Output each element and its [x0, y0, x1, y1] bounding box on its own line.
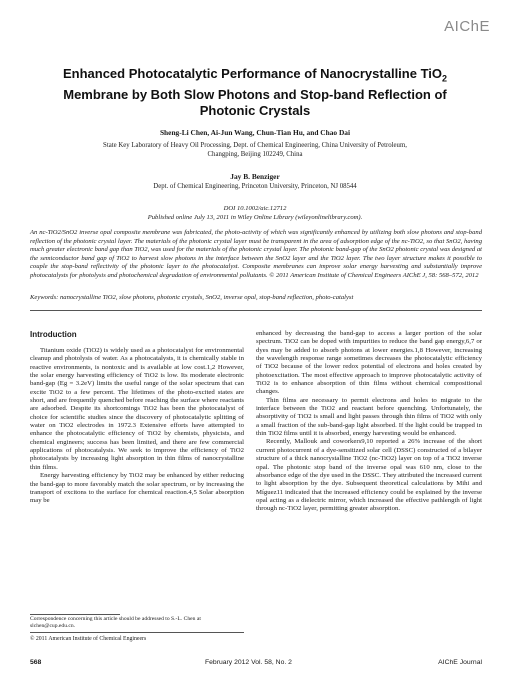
issue-info: February 2012 Vol. 58, No. 2	[205, 659, 292, 666]
title-line-2: Membrane by Both Slow Photons and Stop-band Reflection of	[63, 86, 447, 102]
doi[interactable]: DOI 10.1002/aic.12712	[223, 205, 287, 212]
paragraph: Energy harvesting efficiency by TiO2 may be enhanced by either reducing the band-gap to more favorably match the solar spectrum, or by increasing the transport of excitons to the surface for chemical reaction.4,5 Solar absorption may be	[30, 472, 244, 505]
paragraph: enhanced by decreasing the band-gap to access a larger portion of the solar spectrum. TiO2 can be doped with impurities to reduce the band gap energy,6,7 or dyes may be added to absorb photons at lower energies.1,8 However, increasing the wavelength response range sometimes decreases the photocatalytic efficiency of TiO2 because of the lower redox potential of electrons and holes created by photoexcitation. The most effective approach to improve photocatalytic activity of TiO2 is to enhance absorption of thin films without chemical compositional changes.	[256, 330, 482, 396]
title-line-1: Enhanced Photocatalytic Performance of Nanocrystalline TiO$_2$	[62, 66, 448, 84]
authors-primary: Sheng-Li Chen, Ai-Jun Wang, Chun-Tian Hu, and Chao Dai	[159, 128, 351, 137]
header-divider	[30, 310, 482, 311]
footnote-divider	[30, 614, 120, 615]
correspondence-footnote: Correspondence concerning this article should be addressed to S.-L. Chen at slchen@cup.edu.cn.	[30, 616, 201, 629]
section-heading: Introduction	[30, 330, 77, 339]
paragraph: Titanium oxide (TiO2) is widely used as a photocatalyst for environmental cleanup and photolysis of water. As a photocatalysts, it is chemically stable in reactive environments, is nontoxic and is available at low cost.1,2 However, the solar energy harvesting efficiency of TiO2 is low. Its moderate electronic band-gap (Eg = 3.2eV) limits the useful range of the solar spectrum that can excite TiO2 to a few percent. The lifetimes of the photo-excited states are short, and are frequently quenched before reaching the surface where reactants are adsorbed. Despite its shortcomings TiO2 has been the photocatalyst of choice for scientific studies since the discovery of photocatalytic splitting of water on TiO2 electrodes in 1972.3 Extensive efforts have attempted to enhance the photocatalytic efficiency of TiO2 by chemists, physicists, and chemical engineers; success has been limited, and there are few commercial applications of photocatalysis. We seek to improve the efficiency of TiO2 photocatalysts by increasing light absorption in thin films of nanocrystalline thin films.	[30, 347, 244, 471]
abstract: An nc-TiO2/SnO2 inverse opal composite membrane was fabricated, the photo-activity of which was significantly enhanced by utilizing both slow photons and stop-band reflection of the photonic crystal layer. The materials of the photonic crystal layer must be transparent in the area of adsorption edge of the nc-TiO2, so that SnO2, having much greater electronic band gap than TiO2, was used for the materials of the photonic crystal layer. The photonic band-gap of the SnO2 photonic crystal was designed at the semiconductor band gap of TiO2 to harvest slow photons in the interface between the SnO2 layer and the TiO2 layer. The two layer structure makes it possible to couple the stop-band reflectivity of the photonic layer to the photocatalyst. Composite membranes can improve solar energy harvesting and substantially improve photocatalysts for photolysis and photochemical degradation of environmental pollutants. © 2011 American Institute of Chemical Engineers AIChE J, 58: 568–572, 2012	[30, 229, 482, 279]
published-online: Published online July 13, 2011 in Wiley Online Library (wileyonlinelibrary.com).	[147, 214, 363, 221]
journal-logo: AIChE	[444, 18, 490, 35]
body-left-column	[30, 347, 244, 506]
copyright-divider	[30, 632, 244, 633]
copyright: © 2011 American Institute of Chemical Engineers	[30, 636, 147, 642]
paragraph: Thin films are necessary to permit electrons and holes to migrate to the interface between the TiO2 and reactant before quenching. Unfortunately, the absorptivity of TiO2 is small and light passes through thin films of TiO2 with only a small fraction of the sub-band-gap light absorbed. If the light could be trapped in thin TiO2 films until it is absorbed, energy harvesting would be enhanced.	[256, 396, 482, 438]
affiliation-primary: State Key Laboratory of Heavy Oil Processing, Dept. of Chemical Engineering, China University of Petroleum, Changping, Beijing 102249, China	[103, 142, 407, 158]
affiliation-secondary: Dept. of Chemical Engineering, Princeton University, Princeton, NJ 08544	[153, 183, 357, 190]
authors-secondary: Jay B. Benziger	[230, 172, 280, 181]
page-number: 568	[30, 659, 42, 666]
paragraph: Recently, Mallouk and coworkers9,10 reported a 26% increase of the short current photocurrent of a dye-sensitized solar cell (DSSC) constructed of a bilayer structure of a thick nanocrystalline TiO2 (nc-TiO2) layer on top of a TiO2 inverse opal. The photonic stop band of the inverse opal was 610 nm, close to the absorbance edge of the dye used in the DSSC. They attributed the increased current to light absorption by the dye. Subsequent theoretical calculations by Mihi and Míguez11 indicated that the increased efficiency could be explained by the inverse opal acting as a dielectric mirror, which increased the effective pathlength of light through nc-TiO2 layer, permitting greater absorption.	[256, 438, 482, 513]
title-line-3: Photonic Crystals	[199, 102, 311, 118]
doi-block	[40, 204, 470, 222]
body-right-column	[256, 330, 482, 514]
keywords: Keywords: nanocrystalline TiO2, slow photons, photonic crystals, SnO2, inverse opal, stop-band reflection, photo-catalyst	[30, 294, 354, 301]
journal-name: AIChE Journal	[438, 659, 482, 666]
article-title	[40, 66, 470, 119]
